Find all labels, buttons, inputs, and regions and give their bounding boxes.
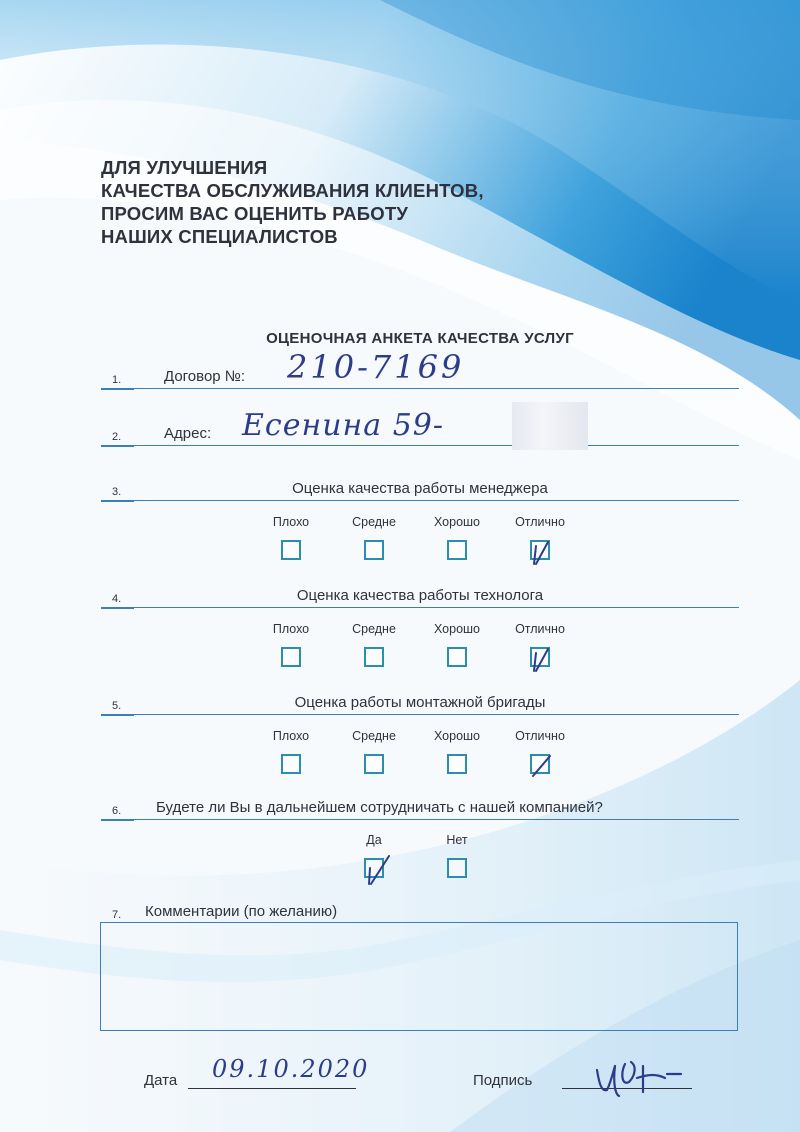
option-label: Отлично — [515, 515, 565, 529]
option-average[interactable] — [339, 515, 409, 560]
signature-label: Подпись — [473, 1072, 533, 1089]
number-underline — [101, 446, 134, 447]
checkbox-checked[interactable] — [530, 647, 550, 667]
comments-label: Комментарии (по желанию) — [145, 903, 338, 920]
heading-line: ПРОСИМ ВАС ОЦЕНИТЬ РАБОТУ — [101, 203, 409, 224]
checkbox[interactable] — [364, 754, 384, 774]
option-good[interactable] — [422, 729, 492, 774]
option-average[interactable] — [339, 729, 409, 774]
option-label: Хорошо — [433, 729, 481, 743]
item-number: 2. — [112, 431, 122, 443]
item-number: 3. — [112, 486, 122, 498]
check-mark-icon — [528, 643, 554, 673]
checkbox-checked[interactable] — [530, 540, 550, 560]
option-label: Хорошо — [433, 622, 481, 636]
date-field[interactable]: 09.10.2020 — [212, 1055, 370, 1083]
option-label: Нет — [446, 833, 468, 847]
number-underline — [101, 389, 134, 390]
checkbox[interactable] — [364, 540, 384, 560]
form-title: ОЦЕНОЧНАЯ АНКЕТА КАЧЕСТВА УСЛУГ — [266, 330, 574, 347]
cooperation-question: Будете ли Вы в дальнейшем сотрудничать с нашей компанией? — [156, 799, 603, 816]
signature-image — [585, 1052, 695, 1102]
checkbox-checked[interactable] — [530, 754, 550, 774]
check-mark-icon — [528, 536, 554, 566]
date-label: Дата — [144, 1072, 178, 1089]
check-mark-icon — [362, 854, 392, 886]
contract-label: Договор №: — [164, 368, 246, 385]
checkbox[interactable] — [447, 540, 467, 560]
option-label: Плохо — [272, 729, 310, 743]
address-field[interactable]: Есенина 59- — [242, 408, 445, 443]
checkbox[interactable] — [281, 540, 301, 560]
checkbox[interactable] — [281, 647, 301, 667]
option-label: Средне — [352, 515, 396, 529]
item-number: 5. — [112, 700, 122, 712]
contract-number-field[interactable]: 210-7169 — [287, 348, 465, 386]
option-good[interactable] — [422, 515, 492, 560]
check-mark-icon — [528, 750, 554, 780]
item-number: 1. — [112, 374, 122, 386]
address-row — [101, 408, 739, 446]
option-average[interactable] — [339, 622, 409, 667]
redacted-area — [512, 402, 588, 450]
checkbox[interactable] — [281, 754, 301, 774]
option-label: Да — [366, 833, 382, 847]
checkbox[interactable] — [364, 647, 384, 667]
item-number: 7. — [112, 909, 122, 921]
number-underline — [101, 715, 134, 716]
heading-line: КАЧЕСТВА ОБСЛУЖИВАНИЯ КЛИЕНТОВ, — [101, 180, 484, 201]
address-label: Адрес: — [164, 425, 212, 442]
option-no[interactable] — [422, 833, 492, 878]
heading-line: НАШИХ СПЕЦИАЛИСТОВ — [101, 226, 338, 247]
heading-line: ДЛЯ УЛУЧШЕНИЯ — [101, 157, 268, 178]
option-label: Отлично — [515, 622, 565, 636]
option-yes[interactable] — [339, 833, 409, 878]
number-underline — [101, 820, 134, 821]
checkbox-checked[interactable] — [364, 858, 384, 878]
rating-title: Оценка работы монтажной бригады — [294, 694, 546, 711]
checkbox[interactable] — [447, 647, 467, 667]
contract-row — [101, 348, 739, 389]
rating-row-technologist — [101, 581, 739, 608]
rating-title: Оценка качества работы технолога — [296, 587, 544, 604]
comments-row — [101, 897, 739, 923]
option-good[interactable] — [422, 622, 492, 667]
rating-title: Оценка качества работы менеджера — [292, 480, 548, 497]
checkbox[interactable] — [447, 754, 467, 774]
rating-row-installation — [101, 688, 739, 715]
option-poor[interactable] — [256, 515, 326, 560]
option-excellent[interactable] — [505, 515, 575, 560]
option-label: Средне — [352, 622, 396, 636]
option-poor[interactable] — [256, 622, 326, 667]
cooperation-row — [101, 793, 739, 820]
option-label: Плохо — [272, 622, 310, 636]
item-number: 4. — [112, 593, 122, 605]
option-label: Плохо — [272, 515, 310, 529]
checkbox[interactable] — [447, 858, 467, 878]
option-label: Хорошо — [433, 515, 481, 529]
option-poor[interactable] — [256, 729, 326, 774]
option-label: Средне — [352, 729, 396, 743]
number-underline — [101, 608, 134, 609]
comments-textarea[interactable] — [100, 922, 738, 1031]
option-label: Отлично — [515, 729, 565, 743]
item-number: 6. — [112, 805, 122, 817]
date-underline — [188, 1088, 356, 1089]
number-underline — [101, 501, 134, 502]
rating-row-manager — [101, 474, 739, 501]
option-excellent[interactable] — [505, 729, 575, 774]
option-excellent[interactable] — [505, 622, 575, 667]
page-heading — [101, 156, 484, 248]
